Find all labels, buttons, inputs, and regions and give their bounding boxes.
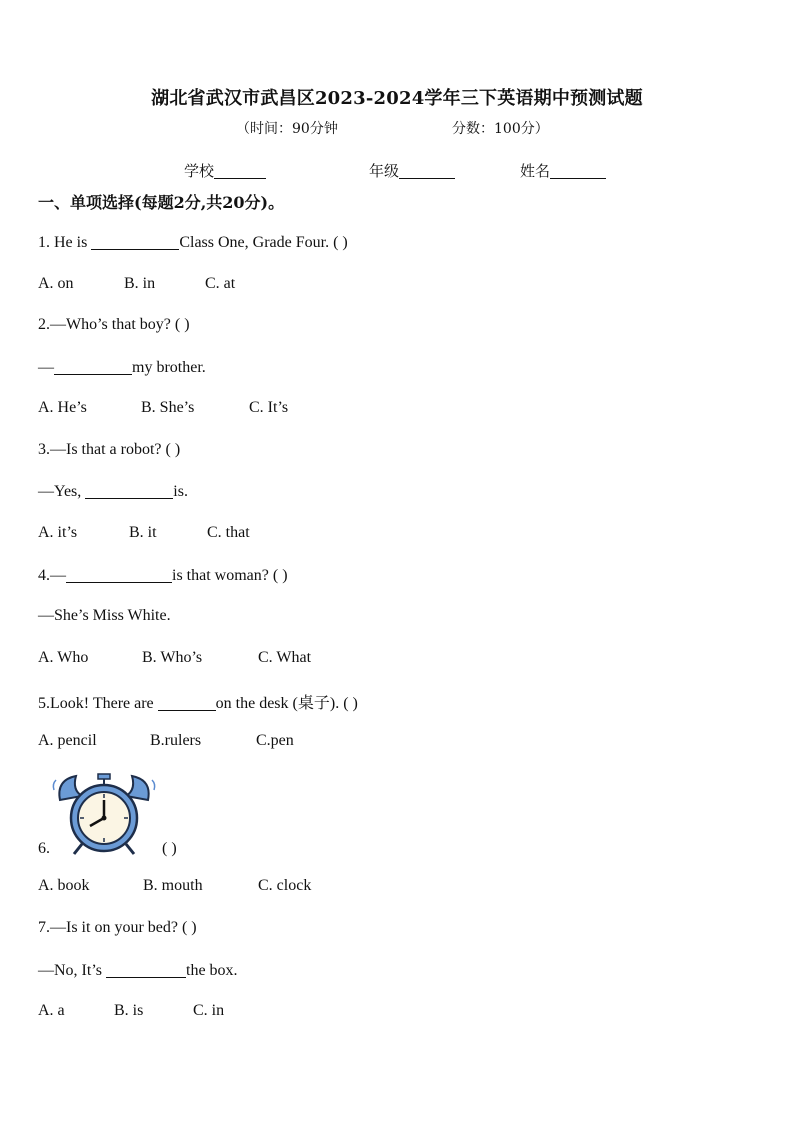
alarm-clock-icon <box>50 770 158 856</box>
time-info: （时间：90分钟 <box>236 121 338 137</box>
q3-text-post: is. <box>173 483 188 500</box>
q4-blank[interactable] <box>66 566 172 583</box>
grade-field[interactable] <box>369 160 455 181</box>
q1-option-c[interactable]: C. at <box>205 275 236 292</box>
school-field[interactable] <box>184 160 266 181</box>
q3-option-a[interactable]: A. it’s <box>38 524 78 541</box>
q2-blank[interactable] <box>54 358 132 375</box>
name-label: 姓名 <box>520 162 551 180</box>
q7-blank[interactable] <box>106 961 186 978</box>
question-3: 3.—Is that a robot? ( ) <box>38 441 181 458</box>
q7-option-c[interactable]: C. in <box>193 1002 225 1019</box>
q3-option-c[interactable]: C. that <box>207 524 250 541</box>
q6-option-a[interactable]: A. book <box>38 877 90 894</box>
question-4 <box>38 566 288 585</box>
q2-dash: — <box>38 359 54 376</box>
q4-option-c[interactable]: C. What <box>258 649 312 666</box>
q1-text-post: Class One, Grade Four. ( ) <box>179 234 348 251</box>
q2-option-a[interactable]: A. He’s <box>38 399 87 416</box>
name-field[interactable] <box>520 160 606 181</box>
question-1 <box>38 233 348 252</box>
q3-blank[interactable] <box>85 482 173 499</box>
question-6-paren: ( ) <box>162 840 177 857</box>
q7-text-pre: —No, It’s <box>38 962 106 979</box>
q5-blank[interactable] <box>158 694 216 711</box>
q1-text-pre: 1. He is <box>38 234 92 251</box>
q1-blank[interactable] <box>91 233 179 250</box>
question-6-number: 6. <box>38 840 50 857</box>
q3-text-pre: —Yes, <box>38 483 86 500</box>
q5-option-c[interactable]: C.pen <box>256 732 294 749</box>
q4-text-post: is that woman? ( ) <box>172 567 288 584</box>
q2-option-b[interactable]: B. She’s <box>141 399 195 416</box>
score-info: 分数：100分） <box>452 121 549 137</box>
q4-option-b[interactable]: B. Who’s <box>142 649 203 666</box>
q3-answer-line <box>38 482 188 501</box>
question-5 <box>38 690 358 713</box>
q7-option-b[interactable]: B. is <box>114 1002 144 1019</box>
q7-text-post: the box. <box>186 962 238 979</box>
q5-option-b[interactable]: B.rulers <box>150 732 202 749</box>
q7-option-a[interactable]: A. a <box>38 1002 65 1019</box>
q6-option-b[interactable]: B. mouth <box>143 877 203 894</box>
q7-answer-line <box>38 961 238 980</box>
grade-label: 年级 <box>369 162 400 180</box>
question-2: 2.—Who’s that boy? ( ) <box>38 316 190 333</box>
q1-option-a[interactable]: A. on <box>38 275 74 292</box>
q2-option-c[interactable]: C. It’s <box>249 399 289 416</box>
q2-answer-line <box>38 358 206 377</box>
school-label: 学校 <box>184 162 215 180</box>
page-title: 湖北省武汉市武昌区2023-2024学年三下英语期中预测试题 <box>151 88 643 109</box>
q5-text-post: on the desk (桌子). ( ) <box>215 695 358 712</box>
q4-text-pre: 4.— <box>38 567 66 584</box>
q2-text-post: my brother. <box>132 359 206 376</box>
question-7: 7.—Is it on your bed? ( ) <box>38 919 197 936</box>
q3-option-b[interactable]: B. it <box>129 524 157 541</box>
q1-option-b[interactable]: B. in <box>124 275 156 292</box>
section-title: 一、单项选择(每题2分,共20分)。 <box>38 193 285 212</box>
q5-text-pre: 5.Look! There are <box>38 695 158 712</box>
q6-option-c[interactable]: C. clock <box>258 877 312 894</box>
q5-option-a[interactable]: A. pencil <box>38 732 97 749</box>
q4-option-a[interactable]: A. Who <box>38 649 89 666</box>
q4-answer-line: —She’s Miss White. <box>38 607 171 624</box>
